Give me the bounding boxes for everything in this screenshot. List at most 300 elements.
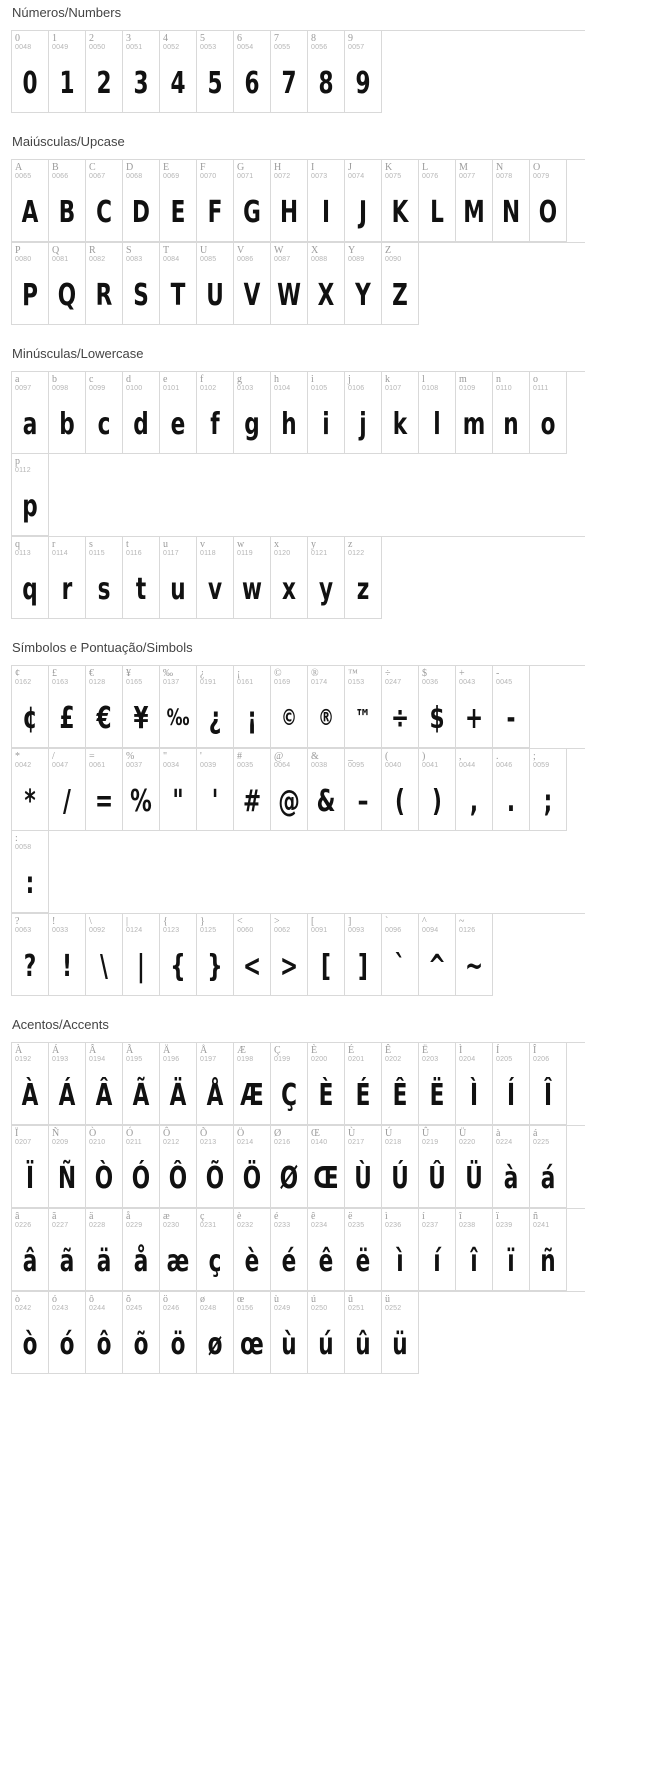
glyph-cell[interactable] xyxy=(12,749,49,831)
glyph-cell[interactable] xyxy=(234,372,271,454)
glyph-render: l xyxy=(433,406,441,442)
glyph-cell[interactable] xyxy=(271,160,308,242)
glyph-render: \ xyxy=(100,948,108,984)
glyph-meta xyxy=(493,749,529,775)
glyph-cell[interactable] xyxy=(345,1126,382,1208)
glyph-render: 8 xyxy=(318,65,334,101)
glyph-code-label: 0156 xyxy=(237,1305,254,1312)
glyph-meta xyxy=(530,749,566,775)
glyph-code-label: 0116 xyxy=(126,550,142,557)
glyph-render: i xyxy=(322,406,330,442)
glyph-meta xyxy=(345,243,381,269)
glyph-render: f xyxy=(210,406,220,442)
glyph-code-label: 0115 xyxy=(89,550,105,557)
glyph-cell[interactable] xyxy=(382,1209,419,1291)
glyph-cell[interactable] xyxy=(345,537,382,619)
glyph-cell[interactable] xyxy=(123,666,160,748)
glyph-render: ~ xyxy=(464,948,484,984)
glyph-meta xyxy=(234,914,270,940)
glyph-cell[interactable] xyxy=(234,666,271,748)
glyph-render: Æ xyxy=(240,1077,264,1113)
glyph-cell[interactable] xyxy=(382,243,419,325)
glyph-cell[interactable] xyxy=(345,749,382,831)
glyph-cell[interactable] xyxy=(49,1292,86,1374)
glyph-character-label: Y xyxy=(348,245,356,256)
glyph-cell[interactable] xyxy=(49,666,86,748)
glyph-cell[interactable] xyxy=(12,914,49,996)
glyph-cell[interactable] xyxy=(456,372,493,454)
glyph-cell[interactable] xyxy=(308,1126,345,1208)
glyph-cell[interactable] xyxy=(308,666,345,748)
glyph-meta xyxy=(308,537,344,563)
glyph-code-label: 0245 xyxy=(126,1305,143,1312)
glyph-character-label: l xyxy=(422,374,425,385)
glyph-cell[interactable] xyxy=(271,1043,308,1125)
glyph-cell[interactable] xyxy=(530,749,567,831)
glyph-cell[interactable] xyxy=(197,1292,234,1374)
glyph-code-label: 0054 xyxy=(237,44,254,51)
glyph-cell[interactable] xyxy=(49,1209,86,1291)
glyph-cell[interactable] xyxy=(493,372,530,454)
glyph-code-label: 0217 xyxy=(348,1139,365,1146)
glyph-character-label: é xyxy=(274,1211,279,1222)
glyph-code-label: 0055 xyxy=(274,44,291,51)
glyph-cell[interactable] xyxy=(123,372,160,454)
glyph-render: å xyxy=(133,1243,149,1279)
glyph-cell[interactable] xyxy=(345,1292,382,1374)
glyph-cell[interactable] xyxy=(493,1043,530,1125)
glyph-code-label: 0085 xyxy=(200,256,217,263)
glyph-cell[interactable] xyxy=(234,1126,271,1208)
glyph-cell[interactable] xyxy=(197,914,234,996)
glyph-cell[interactable] xyxy=(234,1043,271,1125)
glyph-cell[interactable] xyxy=(86,914,123,996)
glyph-code-label: 0247 xyxy=(385,679,402,686)
glyph-cell[interactable] xyxy=(160,243,197,325)
glyph-cell[interactable] xyxy=(197,1209,234,1291)
glyph-cell[interactable] xyxy=(493,160,530,242)
glyph-character-label: + xyxy=(459,668,465,679)
glyph-cell[interactable] xyxy=(493,1209,530,1291)
glyph-render: u xyxy=(170,571,186,607)
glyph-meta xyxy=(12,914,48,940)
glyph-cell[interactable] xyxy=(419,1043,456,1125)
glyph-cell[interactable] xyxy=(345,914,382,996)
glyph-render: b xyxy=(59,406,75,442)
glyph-meta xyxy=(12,666,48,692)
glyph-render: 3 xyxy=(133,65,149,101)
glyph-code-label: 0214 xyxy=(237,1139,254,1146)
glyph-code-label: 0105 xyxy=(311,385,328,392)
glyph-code-label: 0097 xyxy=(15,385,32,392)
glyph-character-label: ø xyxy=(200,1294,205,1305)
glyph-character-label: N xyxy=(496,162,504,173)
glyph-cell[interactable] xyxy=(308,372,345,454)
glyph-cell[interactable] xyxy=(123,1043,160,1125)
glyph-character-label: 8 xyxy=(311,33,316,44)
glyph-cell[interactable] xyxy=(345,1209,382,1291)
glyph-code-label: 0034 xyxy=(163,762,180,769)
glyph-cell[interactable] xyxy=(493,1126,530,1208)
glyph-cell[interactable] xyxy=(12,454,49,536)
glyph-cell[interactable] xyxy=(234,31,271,113)
glyph-cell[interactable] xyxy=(530,372,567,454)
glyph-render: á xyxy=(540,1160,556,1196)
glyph-cell[interactable] xyxy=(234,1209,271,1291)
glyph-meta xyxy=(160,914,196,940)
glyph-cell[interactable] xyxy=(382,1292,419,1374)
glyph-cell[interactable] xyxy=(345,372,382,454)
glyph-character-label: ® xyxy=(311,668,319,679)
glyph-character-label: . xyxy=(496,751,499,762)
glyph-cell[interactable] xyxy=(12,1292,49,1374)
glyph-cell[interactable] xyxy=(234,749,271,831)
glyph-cell[interactable] xyxy=(382,372,419,454)
glyph-meta xyxy=(271,1292,307,1318)
glyph-cell[interactable] xyxy=(86,1126,123,1208)
glyph-render: Ã xyxy=(132,1077,150,1113)
glyph-cell[interactable] xyxy=(382,160,419,242)
glyph-meta xyxy=(271,666,307,692)
glyph-meta xyxy=(160,1126,196,1152)
glyph-character-label: / xyxy=(52,751,55,762)
glyph-cell[interactable] xyxy=(49,537,86,619)
glyph-meta xyxy=(345,914,381,940)
section-spacer xyxy=(0,619,661,627)
glyph-character-label: í xyxy=(422,1211,425,1222)
glyph-cell[interactable] xyxy=(308,749,345,831)
glyph-meta xyxy=(530,1126,566,1152)
glyph-cell[interactable] xyxy=(419,666,456,748)
glyph-character-label: É xyxy=(348,1045,355,1056)
glyph-cell[interactable] xyxy=(12,372,49,454)
glyph-cell[interactable] xyxy=(123,1209,160,1291)
glyph-code-label: 0163 xyxy=(52,679,69,686)
glyph-cell[interactable] xyxy=(12,31,49,113)
glyph-render: 0 xyxy=(22,65,38,101)
glyph-cell[interactable] xyxy=(271,537,308,619)
glyph-code-label: 0230 xyxy=(163,1222,180,1229)
glyph-cell[interactable] xyxy=(160,1209,197,1291)
glyph-render: Î xyxy=(543,1077,553,1113)
glyph-code-label: 0195 xyxy=(126,1056,143,1063)
glyph-cell[interactable] xyxy=(271,372,308,454)
glyph-render: € xyxy=(96,700,112,736)
glyph-cell[interactable] xyxy=(86,749,123,831)
glyph-character-label: © xyxy=(274,668,282,679)
glyph-cell[interactable] xyxy=(382,1126,419,1208)
glyph-cell[interactable] xyxy=(49,1126,86,1208)
glyph-cell[interactable] xyxy=(86,666,123,748)
glyph-cell[interactable] xyxy=(345,1043,382,1125)
glyph-cell[interactable] xyxy=(49,372,86,454)
glyph-cell[interactable] xyxy=(86,1043,123,1125)
glyph-cell[interactable] xyxy=(86,372,123,454)
glyph-cell[interactable] xyxy=(419,160,456,242)
glyph-cell[interactable] xyxy=(530,1209,567,1291)
glyph-code-label: 0238 xyxy=(459,1222,476,1229)
glyph-cell[interactable] xyxy=(308,243,345,325)
glyph-render: % xyxy=(130,783,152,819)
glyph-cell[interactable] xyxy=(271,749,308,831)
glyph-render: ¥ xyxy=(133,700,149,736)
glyph-cell[interactable] xyxy=(234,243,271,325)
glyph-meta xyxy=(530,160,566,186)
glyph-cell[interactable] xyxy=(308,537,345,619)
glyph-cell[interactable] xyxy=(12,666,49,748)
glyph-meta xyxy=(12,537,48,563)
glyph-meta xyxy=(382,914,418,940)
glyph-cell[interactable] xyxy=(123,914,160,996)
glyph-cell[interactable] xyxy=(345,243,382,325)
glyph-cell[interactable] xyxy=(234,914,271,996)
glyph-render: $ xyxy=(429,700,445,736)
glyph-cell[interactable] xyxy=(197,749,234,831)
glyph-render: , xyxy=(469,783,479,819)
glyph-cell[interactable] xyxy=(345,160,382,242)
glyph-cell[interactable] xyxy=(12,1209,49,1291)
glyph-character-label: Å xyxy=(200,1045,208,1056)
glyph-meta xyxy=(530,372,566,398)
glyph-render: C xyxy=(96,194,112,230)
glyph-cell[interactable] xyxy=(123,1126,160,1208)
glyph-cell[interactable] xyxy=(86,1292,123,1374)
glyph-cell[interactable] xyxy=(456,666,493,748)
glyph-cell[interactable] xyxy=(234,537,271,619)
glyph-cell[interactable] xyxy=(456,1126,493,1208)
glyph-cell[interactable] xyxy=(86,1209,123,1291)
glyph-code-label: 0220 xyxy=(459,1139,476,1146)
glyph-cell[interactable] xyxy=(123,243,160,325)
glyph-cell[interactable] xyxy=(160,372,197,454)
glyph-render: Ø xyxy=(279,1160,299,1196)
glyph-cell[interactable] xyxy=(123,31,160,113)
glyph-render: S xyxy=(133,277,149,313)
glyph-code-label: 0107 xyxy=(385,385,402,392)
glyph-meta xyxy=(419,160,455,186)
glyph-cell[interactable] xyxy=(456,160,493,242)
glyph-cell[interactable] xyxy=(12,831,49,913)
glyph-code-label: 0036 xyxy=(422,679,439,686)
glyph-cell[interactable] xyxy=(308,1043,345,1125)
glyph-meta xyxy=(86,31,122,57)
glyph-cell[interactable] xyxy=(86,160,123,242)
glyph-code-label: 0206 xyxy=(533,1056,550,1063)
glyph-cell[interactable] xyxy=(123,749,160,831)
glyph-cell[interactable] xyxy=(271,666,308,748)
glyph-meta xyxy=(493,1209,529,1235)
glyph-meta xyxy=(382,1292,418,1318)
glyph-render: Í xyxy=(506,1077,516,1113)
glyph-render: ¢ xyxy=(22,700,38,736)
glyph-character-label: ó xyxy=(52,1294,57,1305)
glyph-render: * xyxy=(24,783,36,819)
glyph-cell[interactable] xyxy=(456,749,493,831)
glyph-render: [ xyxy=(321,948,331,984)
glyph-cell[interactable] xyxy=(493,666,530,748)
glyph-cell[interactable] xyxy=(160,160,197,242)
glyph-code-label: 0070 xyxy=(200,173,217,180)
glyph-render: Q xyxy=(57,277,77,313)
glyph-cell[interactable] xyxy=(530,1043,567,1125)
glyph-cell[interactable] xyxy=(419,914,456,996)
section-title: Acentos/Accents xyxy=(12,1017,109,1032)
glyph-cell[interactable] xyxy=(49,31,86,113)
glyph-cell[interactable] xyxy=(49,243,86,325)
glyph-character-label: ' xyxy=(200,751,202,762)
glyph-character-label: { xyxy=(163,916,168,927)
glyph-code-label: 0193 xyxy=(52,1056,69,1063)
glyph-cell[interactable] xyxy=(345,666,382,748)
glyph-character-label: y xyxy=(311,539,316,550)
glyph-character-label: ä xyxy=(89,1211,94,1222)
glyph-cell[interactable] xyxy=(123,160,160,242)
glyph-cell[interactable] xyxy=(271,914,308,996)
glyph-cell[interactable] xyxy=(160,914,197,996)
glyph-code-label: 0249 xyxy=(274,1305,291,1312)
glyph-cell[interactable] xyxy=(12,160,49,242)
glyph-cell[interactable] xyxy=(49,914,86,996)
glyph-character-label: Õ xyxy=(200,1128,208,1139)
glyph-cell[interactable] xyxy=(419,1126,456,1208)
glyph-character-label: 9 xyxy=(348,33,353,44)
glyph-render: o xyxy=(540,406,556,442)
glyph-cell[interactable] xyxy=(308,1292,345,1374)
glyph-code-label: 0073 xyxy=(311,173,328,180)
glyph-meta xyxy=(419,1126,455,1152)
glyph-cell[interactable] xyxy=(271,31,308,113)
glyph-cell[interactable] xyxy=(493,749,530,831)
glyph-code-label: 0123 xyxy=(163,927,180,934)
glyph-character-label: ñ xyxy=(533,1211,538,1222)
glyph-meta xyxy=(49,1209,85,1235)
glyph-cell[interactable] xyxy=(308,160,345,242)
glyph-character-label: W xyxy=(274,245,284,256)
glyph-cell[interactable] xyxy=(456,1043,493,1125)
glyph-render: W xyxy=(277,277,301,313)
glyph-cell[interactable] xyxy=(12,243,49,325)
glyph-character-label: : xyxy=(15,833,18,844)
glyph-character-label: Ö xyxy=(237,1128,245,1139)
glyph-render: G xyxy=(243,194,261,230)
glyph-cell[interactable] xyxy=(160,666,197,748)
glyph-cell[interactable] xyxy=(160,1043,197,1125)
glyph-character-label: Œ xyxy=(311,1128,320,1139)
glyph-cell[interactable] xyxy=(12,537,49,619)
glyph-cell[interactable] xyxy=(345,31,382,113)
glyph-character-label: Ã xyxy=(126,1045,134,1056)
glyph-code-label: 0103 xyxy=(237,385,254,392)
glyph-cell[interactable] xyxy=(308,1209,345,1291)
glyph-cell[interactable] xyxy=(456,914,493,996)
glyph-cell[interactable] xyxy=(197,1126,234,1208)
glyph-cell[interactable] xyxy=(234,160,271,242)
glyph-character-label: H xyxy=(274,162,282,173)
glyph-cell[interactable] xyxy=(123,1292,160,1374)
glyph-cell[interactable] xyxy=(234,1292,271,1374)
glyph-cell[interactable] xyxy=(382,749,419,831)
glyph-render: – xyxy=(357,783,369,819)
glyph-render: æ xyxy=(166,1243,190,1279)
glyph-character-label: 4 xyxy=(163,33,168,44)
glyph-cell[interactable] xyxy=(12,1043,49,1125)
glyph-cell[interactable] xyxy=(197,372,234,454)
glyph-character-label: å xyxy=(126,1211,131,1222)
glyph-character-label: õ xyxy=(126,1294,131,1305)
glyph-character-label: t xyxy=(126,539,129,550)
glyph-render: Ò xyxy=(94,1160,114,1196)
glyph-render: â xyxy=(22,1243,38,1279)
glyph-code-label: 0078 xyxy=(496,173,513,180)
glyph-cell[interactable] xyxy=(49,1043,86,1125)
glyph-render: @ xyxy=(278,783,300,819)
glyph-code-label: 0045 xyxy=(496,679,513,686)
glyph-render: L xyxy=(430,194,444,230)
glyph-cell[interactable] xyxy=(308,31,345,113)
glyph-cell[interactable] xyxy=(530,160,567,242)
glyph-cell[interactable] xyxy=(12,1126,49,1208)
glyph-cell[interactable] xyxy=(271,243,308,325)
glyph-cell[interactable] xyxy=(49,160,86,242)
glyph-cell[interactable] xyxy=(382,666,419,748)
glyph-cell[interactable] xyxy=(86,31,123,113)
glyph-cell[interactable] xyxy=(530,1126,567,1208)
glyph-cell[interactable] xyxy=(160,1126,197,1208)
glyph-cell[interactable] xyxy=(197,1043,234,1125)
glyph-meta xyxy=(49,31,85,57)
glyph-cell[interactable] xyxy=(160,31,197,113)
glyph-cell[interactable] xyxy=(160,749,197,831)
glyph-cell[interactable] xyxy=(271,1292,308,1374)
glyph-code-label: 0243 xyxy=(52,1305,69,1312)
glyph-cell[interactable] xyxy=(86,537,123,619)
glyph-meta xyxy=(49,1292,85,1318)
glyph-cell[interactable] xyxy=(419,372,456,454)
glyph-cell[interactable] xyxy=(419,1209,456,1291)
glyph-cell[interactable] xyxy=(197,666,234,748)
glyph-cell[interactable] xyxy=(271,1126,308,1208)
glyph-code-label: 0225 xyxy=(533,1139,550,1146)
glyph-code-label: 0048 xyxy=(15,44,32,51)
glyph-cell[interactable] xyxy=(308,914,345,996)
glyph-render: õ xyxy=(133,1326,149,1362)
glyph-cell[interactable] xyxy=(197,31,234,113)
glyph-cell[interactable] xyxy=(382,914,419,996)
glyph-character-label: " xyxy=(163,751,168,762)
glyph-cell[interactable] xyxy=(49,749,86,831)
glyph-cell[interactable] xyxy=(197,160,234,242)
glyph-cell[interactable] xyxy=(197,243,234,325)
glyph-meta xyxy=(345,1126,381,1152)
glyph-render: Ù xyxy=(354,1160,372,1196)
glyph-code-label: 0114 xyxy=(52,550,68,557)
glyph-code-label: 0113 xyxy=(15,550,31,557)
glyph-cell[interactable] xyxy=(160,537,197,619)
glyph-cell[interactable] xyxy=(456,1209,493,1291)
glyph-render: J xyxy=(358,194,368,230)
glyph-cell[interactable] xyxy=(419,749,456,831)
glyph-cell[interactable] xyxy=(160,1292,197,1374)
glyph-row xyxy=(11,1125,585,1208)
glyph-cell[interactable] xyxy=(271,1209,308,1291)
glyph-cell[interactable] xyxy=(123,537,160,619)
glyph-code-label: 0242 xyxy=(15,1305,32,1312)
glyph-cell[interactable] xyxy=(197,537,234,619)
glyph-cell[interactable] xyxy=(382,1043,419,1125)
glyph-cell[interactable] xyxy=(86,243,123,325)
glyph-code-label: 0106 xyxy=(348,385,365,392)
glyph-character-label: = xyxy=(89,751,95,762)
